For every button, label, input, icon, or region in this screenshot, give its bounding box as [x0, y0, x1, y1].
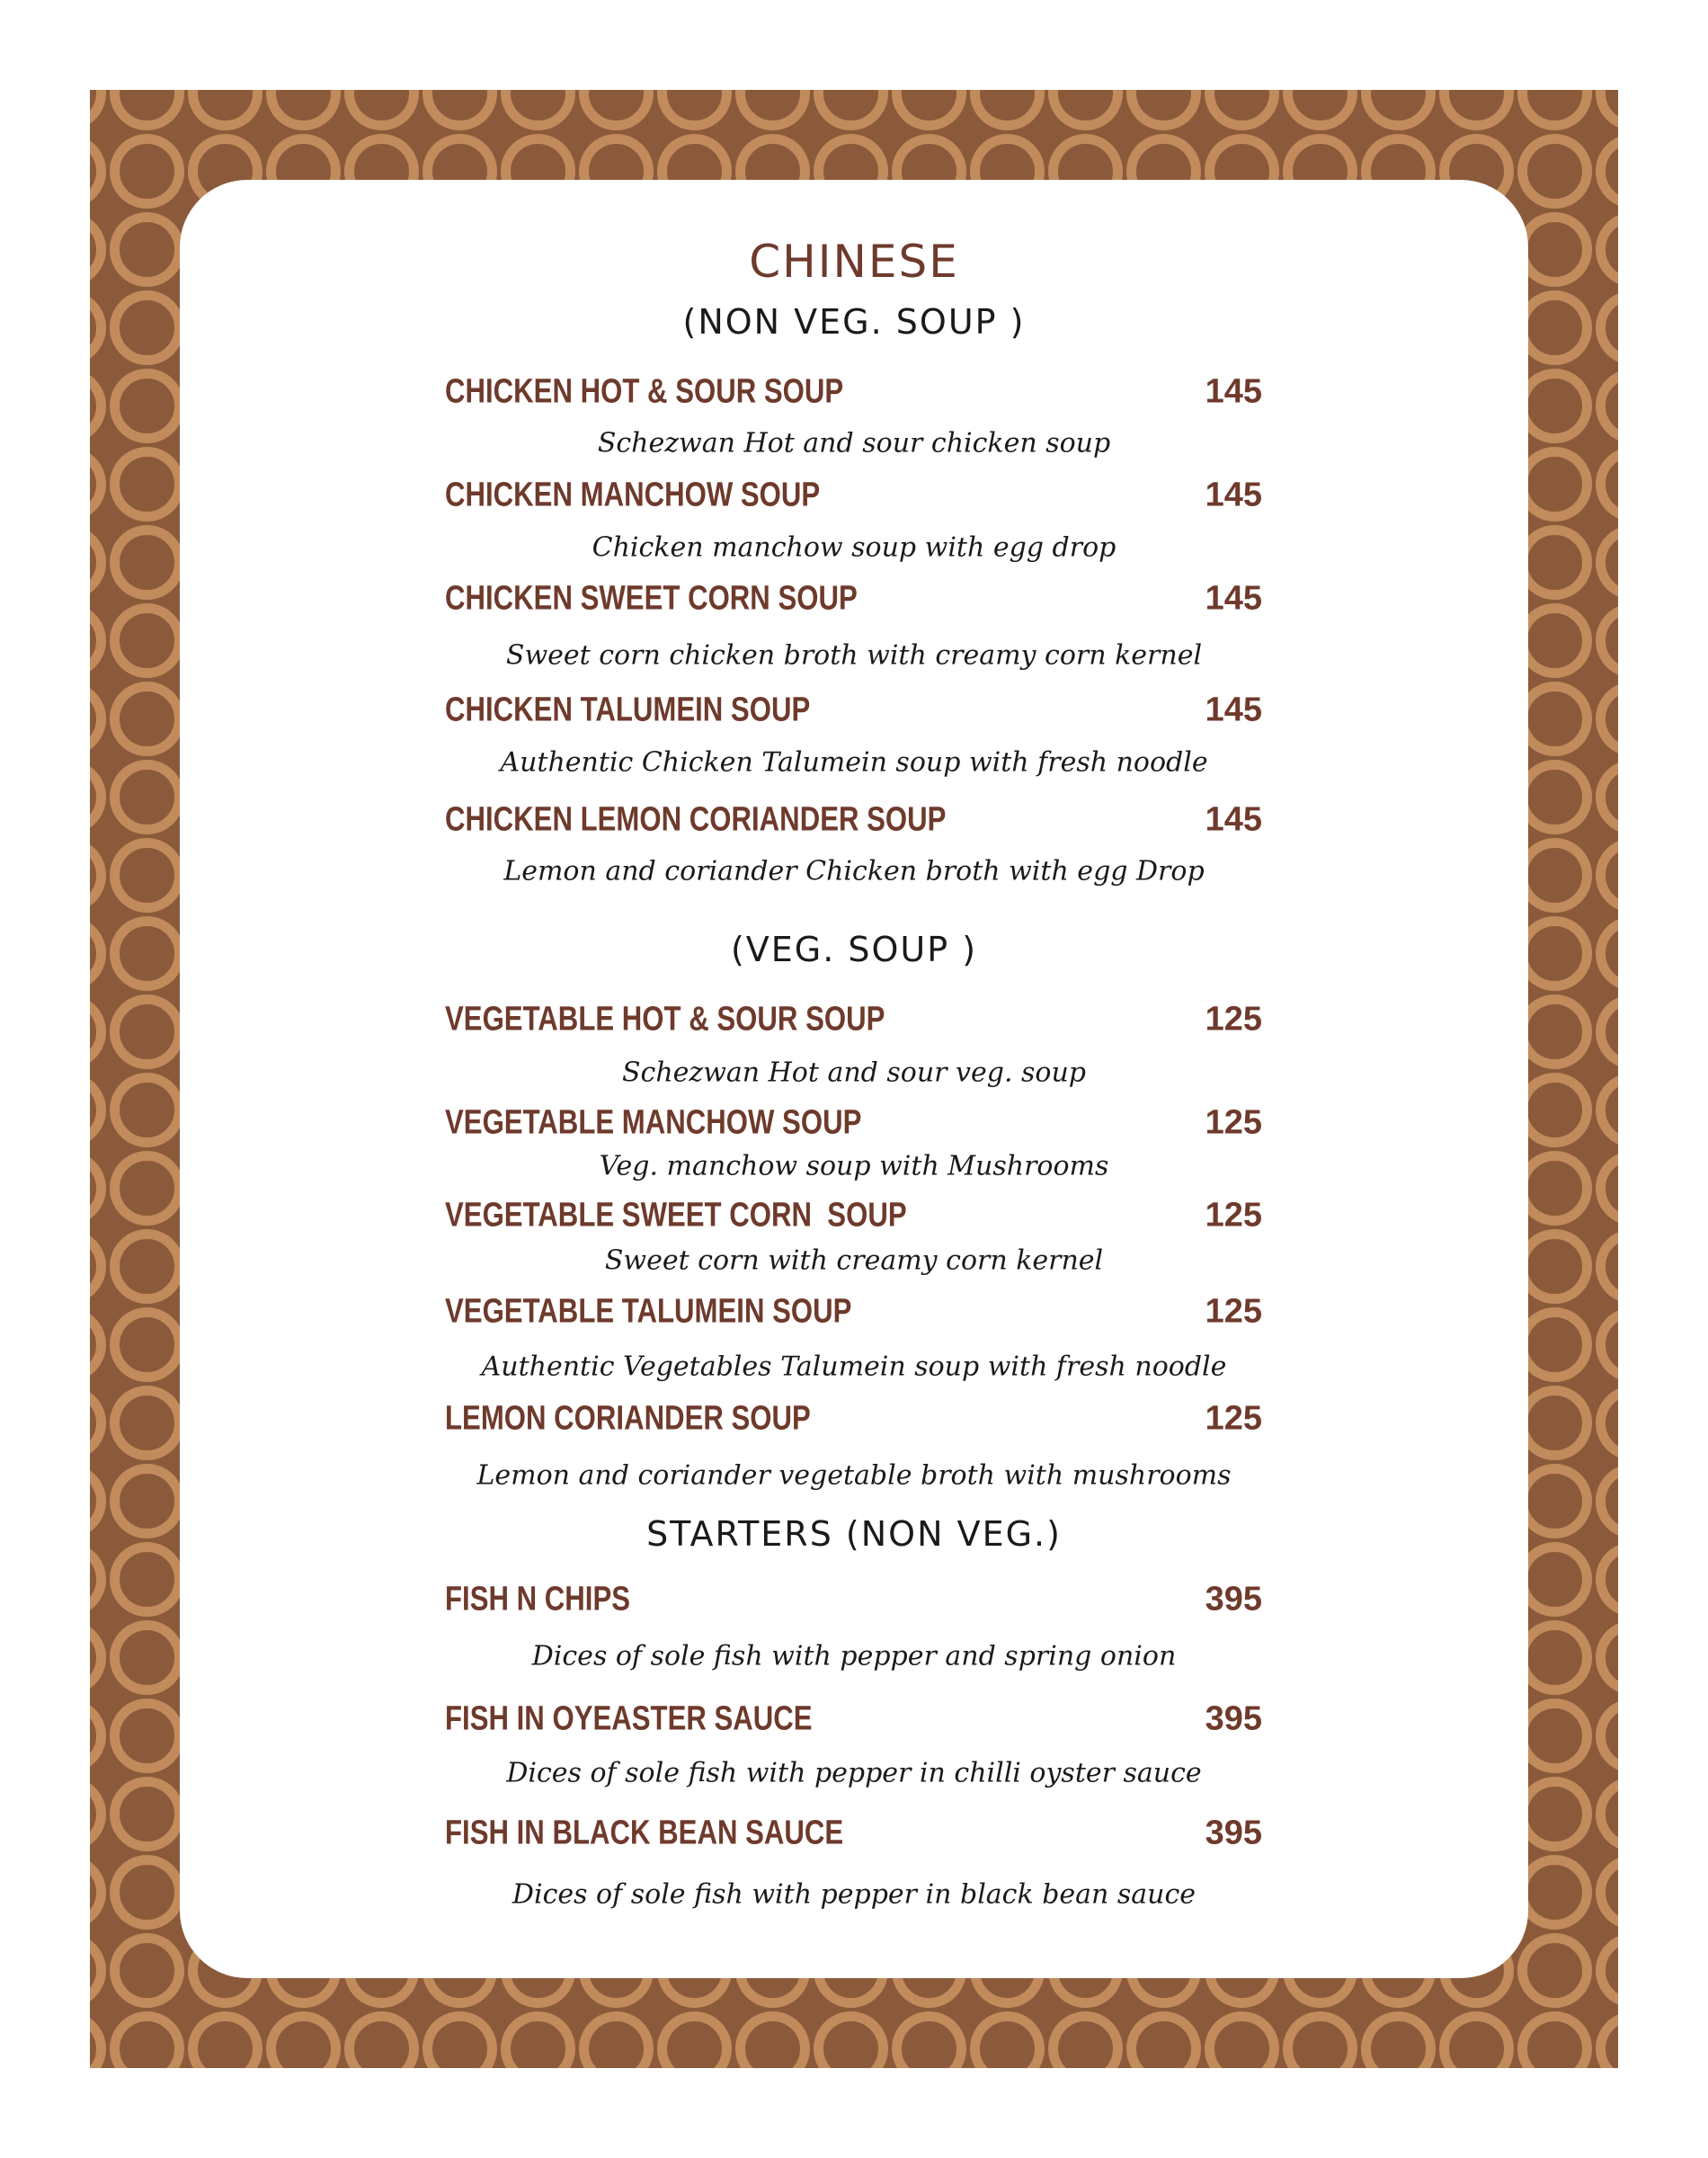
item-price: 145 [1205, 579, 1262, 618]
item-description: Chicken manchow soup with egg drop [592, 531, 1116, 564]
item-price: 145 [1205, 372, 1262, 411]
item-price: 125 [1205, 1103, 1262, 1142]
item-description: Veg. manchow soup with Mushrooms [599, 1150, 1109, 1182]
item-name: CHICKEN LEMON CORIANDER SOUP [445, 800, 947, 839]
item-price: 395 [1205, 1580, 1262, 1618]
item-name: CHICKEN MANCHOW SOUP [445, 476, 821, 514]
item-description: Dices of sole fish with pepper and spring onion [531, 1640, 1177, 1672]
section-heading: STARTERS (NON VEG.) [646, 1514, 1062, 1554]
item-name: CHICKEN SWEET CORN SOUP [445, 579, 858, 618]
item-price: 125 [1205, 1399, 1262, 1438]
item-price: 395 [1205, 1699, 1262, 1738]
item-name: VEGETABLE SWEET CORN SOUP [445, 1196, 907, 1235]
item-description: Dices of sole fish with pepper in black bean sauce [512, 1878, 1196, 1911]
item-name: VEGETABLE HOT & SOUR SOUP [445, 1000, 885, 1039]
item-name: CHICKEN HOT & SOUR SOUP [445, 372, 844, 411]
item-price: 145 [1205, 691, 1262, 729]
item-description: Dices of sole fish with pepper in chilli oyster sauce [506, 1757, 1202, 1789]
item-description: Schezwan Hot and sour chicken soup [597, 427, 1111, 459]
item-name: VEGETABLE MANCHOW SOUP [445, 1103, 862, 1142]
item-price: 145 [1205, 476, 1262, 514]
item-price: 125 [1205, 1196, 1262, 1235]
section-heading: (VEG. SOUP ) [730, 930, 978, 969]
item-description: Sweet corn chicken broth with creamy corn kernel [505, 639, 1203, 672]
item-name: FISH IN OYEASTER SAUCE [445, 1699, 813, 1738]
item-description: Lemon and coriander vegetable broth with mushrooms [476, 1459, 1232, 1492]
page-title: CHINESE [749, 236, 959, 288]
item-name: LEMON CORIANDER SOUP [445, 1399, 811, 1438]
item-price: 395 [1205, 1814, 1262, 1852]
item-price: 145 [1205, 800, 1262, 839]
item-description: Authentic Vegetables Talumein soup with fresh noodle [481, 1351, 1227, 1383]
item-name: FISH N CHIPS [445, 1580, 631, 1618]
item-description: Schezwan Hot and sour veg. soup [621, 1057, 1087, 1089]
item-name: FISH IN BLACK BEAN SAUCE [445, 1814, 844, 1852]
item-price: 125 [1205, 1292, 1262, 1331]
item-description: Lemon and coriander Chicken broth with egg Drop [503, 855, 1205, 887]
item-description: Authentic Chicken Talumein soup with fresh noodle [500, 746, 1208, 779]
item-name: VEGETABLE TALUMEIN SOUP [445, 1292, 852, 1331]
item-name: CHICKEN TALUMEIN SOUP [445, 691, 811, 729]
item-description: Sweet corn with creamy corn kernel [604, 1244, 1104, 1277]
item-price: 125 [1205, 1000, 1262, 1039]
section-heading: (NON VEG. SOUP ) [682, 302, 1026, 342]
